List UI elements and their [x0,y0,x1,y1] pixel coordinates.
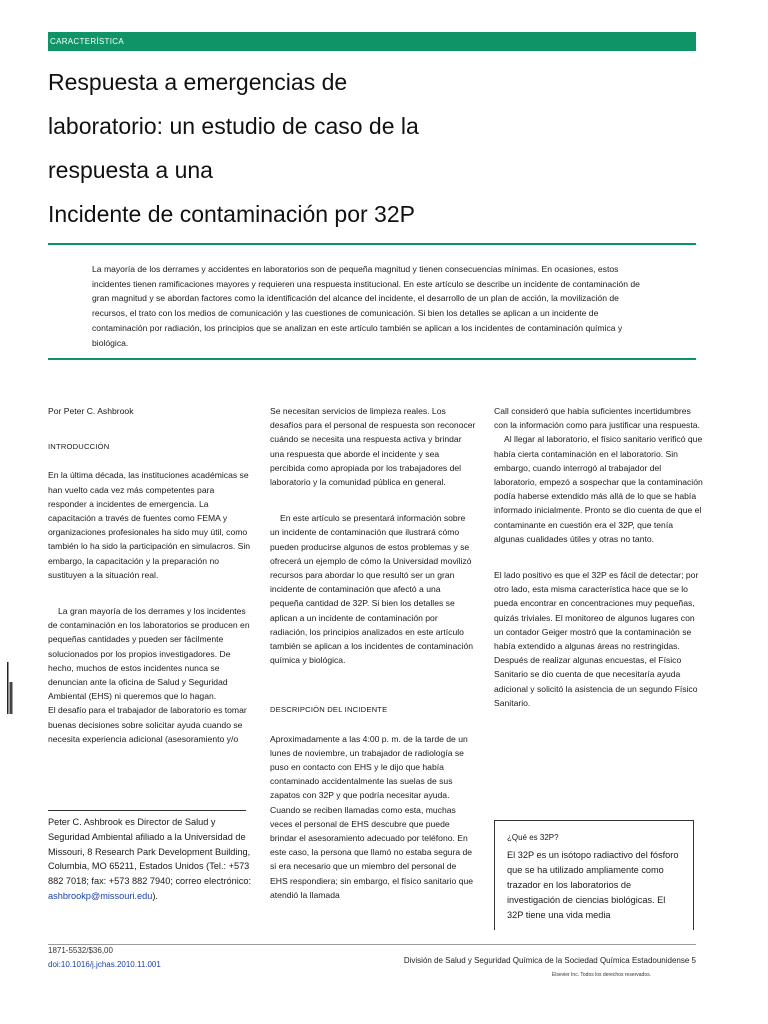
author-note-rule [48,810,246,811]
column-3 [494,404,704,710]
abstract-top-rule [48,243,696,245]
sidebar-box-title: ¿Qué es 32P? [507,833,559,842]
paragraph: Se necesitan servicios de limpieza reales. Los desafíos para el personal de respuesta son reconocer cuándo se necesita una respuesta activa y brindar una respuesta que aborde el incidente y sea percibida como apropiada por los trabajadores del laboratorio y la comunidad pública en general. [270,406,476,488]
footer-journal: División de Salud y Seguridad Química de la Sociedad Química Estadounidense 5 [403,956,696,965]
section-heading-incident: DESCRIPCIÓN DEL INCIDENTE [270,705,388,715]
author-note [48,815,258,904]
paragraph: La gran mayoría de los derrames y los incidentes de contaminación en los laboratorios se producen en pequeñas cantidades y pueden ser fácilmente solucionados por los propios investigadores. De hecho, muchos de estos incidentes nunca se denuncian ante la oficina de Salud y Seguridad Ambiental (EHS) ni queremos que lo hagan. [48,606,250,702]
title-line-1: Respuesta a emergencias de [48,69,348,95]
footer-rule [48,944,696,945]
column-1 [48,404,253,746]
author-email-link[interactable]: ashbrookp@missouri.edu [48,890,153,901]
abstract: La mayoría de los derrames y accidentes en laboratorios son de pequeña magnitud y tienen consecuencias mínimas. En ocasiones, estos incidentes tienen ramificaciones mayores y requieren una respuesta institucional. En este artículo se describe un incidente de contaminación de gran magnitud y se abordan factores como la identificación del alcance del incidente, el desarrollo de un plan de acción, la movilización de recursos, el trato con los medios de comunicación y las cuestiones de comunicación. Si bien los detalles se aplican a un incidente de contaminación por radiación, los principios que se analizan en este artículo también se aplican a los incidentes de contaminación química y biológica. [92,264,640,348]
footer-issn-price: 1871-5532/$36,00 [48,946,113,955]
paragraph: Después de realizar algunas encuestas, el Físico Sanitario se dio cuenta de que necesitaría ayuda adicional y solicitó la asistencia de un segundo Físico Sanitario. [494,655,698,708]
section-label-bar [48,32,696,51]
author-note-suffix: ). [152,890,158,901]
footer-doi-link[interactable]: doi:10.1016/j.jchas.2010.11.001 [48,960,161,969]
sidebar-box-text: El 32P es un isótopo radiactivo del fósforo que se ha utilizado ampliamente como trazador en los laboratorios de investigación de ciencias biológicas. El 32P tiene una vida media [507,850,679,920]
column-2 [270,404,476,902]
paragraph: El desafío para el trabajador de laboratorio es tomar buenas decisiones sobre solicitar ayuda cuando se necesita experiencia adicional (asesoramiento y/o [48,705,247,744]
footer-copyright: Elsevier Inc. Todos los derechos reservados. [551,972,651,978]
margin-crop-marks-icon [7,662,13,714]
paragraph: El lado positivo es que el 32P es fácil de detectar; por otro lado, esta misma característica hace que se lo pueda encontrar en concentraciones muy pequeñas, quizás triviales. El monitoreo de algunos lugares con un contador Geiger mostró que la contaminación se había extendido a algunas áreas no restringidas. [494,570,699,652]
section-heading-introduction: INTRODUCCIÓN [48,442,110,452]
title-line-2: laboratorio: un estudio de caso de la [48,113,419,139]
paragraph: En la última década, las instituciones académicas se han vuelto cada vez más competentes para responder a incidentes de emergencia. La capacitación a través de fuentes como FEMA y organizaciones profesionales ha sido muy útil, como también lo ha sido la participación en simulacros. Sin embargo, la capacitación y la preparación no sustituyen a la situación real. [48,470,251,580]
author-note-text: Peter C. Ashbrook es Director de Salud y Seguridad Ambiental afiliado a la Universidad de Missouri, 8 Research Park Development Building, Columbia, MO 65211, Estados Unidos (Tel.: +573 882 7018; fax: +573 882 7940; correo electrónico: [48,817,252,887]
section-label: CARACTERÍSTICA [50,37,124,46]
byline: Por Peter C. Ashbrook [48,406,134,416]
paragraph: Aproximadamente a las 4:00 p. m. de la tarde de un lunes de noviembre, un trabajador de radiología se puso en contacto con EHS y le dijo que había contaminado accidentalmente las suelas de sus zapatos con 32P y que podría necesitar ayuda. Cuando se reciben llamadas como esta, muchas veces el personal de EHS descubre que puede brindar el asesoramiento adecuado por teléfono. En este caso, la persona que llamó no estaba segura de si era necesario que un miembro del personal de EHS respondiera; sin embargo, el físico sanitario que atendió la llamada [270,733,474,900]
abstract-bottom-rule [48,358,696,360]
paragraph: Al llegar al laboratorio, el físico sanitario verificó que había cierta contaminación en el laboratorio. Sin embargo, cuando interrogó al trabajador del laboratorio, empezó a sospechar que la contaminación podía haberse extendido más allá de lo que se había informado inicialmente. Pronto se dio cuenta de que el contaminante en cuestión era el 32P, que tenía algunas cualidades útiles y otras no tanto. [494,434,703,544]
paragraph: En este artículo se presentará información sobre un incidente de contaminación que ilustrará cómo pueden producirse algunos de estos problemas y se ofrecerá un ejemplo de cómo la Universidad movilizó recursos para abordar lo que resultó ser un gran incidente de contaminación que afectó a una pequeña cantidad de 32P. Si bien los detalles se aplican a un incidente de contaminación por radiación, los principios analizados en este artículo también se aplican a los incidentes de contaminación química y biológica. [270,513,474,666]
paragraph: Call consideró que había suficientes incertidumbres con la información como para justificar una respuesta. [494,406,700,431]
article-title [48,60,698,236]
title-line-3: respuesta a una [48,157,213,183]
title-line-4: Incidente de contaminación por 32P [48,201,415,227]
sidebar-box [494,820,694,930]
